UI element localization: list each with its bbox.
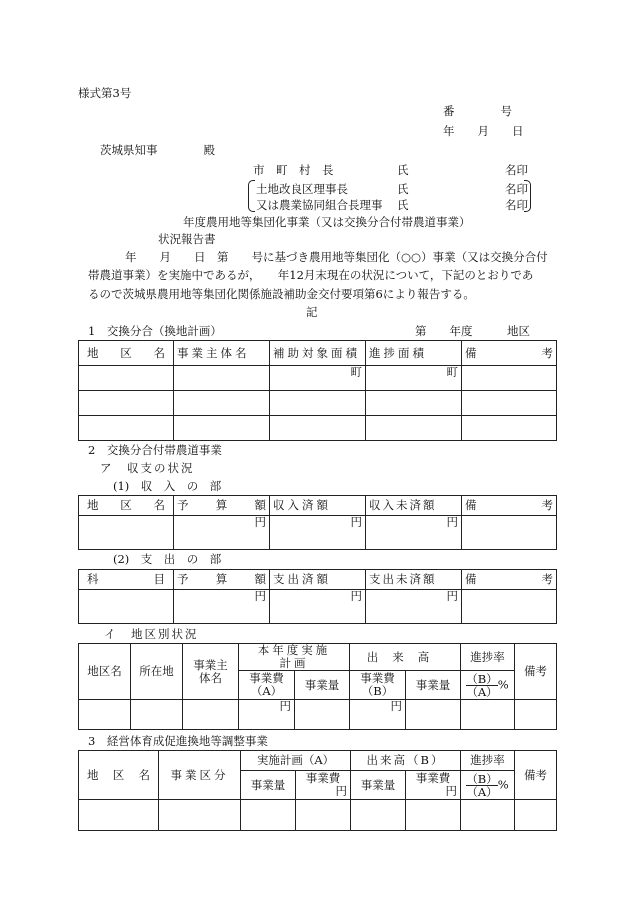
exchange-table [78,340,557,441]
header-cell: 事業量 [295,671,350,700]
cell [515,800,557,831]
cost-label: 事業費 [415,771,451,785]
cell [461,700,515,730]
cell [296,800,351,831]
table-row [79,416,557,441]
addressee: 茨城県知事 殿 [100,143,215,157]
header-cell: 備 考 [462,570,557,590]
cost-label: 事業費 [305,771,341,785]
cell [270,416,366,441]
expense-table [78,569,557,624]
header-cell: 所在地 [131,644,183,700]
cell [406,800,461,831]
ratio-denominator: （A） [466,784,498,799]
unit-yen: 円 [239,700,295,730]
table-row [79,700,557,730]
progress-ratio [461,771,515,800]
sender-name-mark: 氏 [397,182,409,196]
ratio-numerator: （B） [466,771,498,786]
unit-cho: 町 [366,366,462,391]
header-cell: 補助対象面積 [270,341,366,366]
cell [131,700,183,730]
header-cell: 予 算 額 [174,496,270,516]
unit-yen: 円 [335,784,347,798]
sender-title-land-improvement: 土地改良区理事長 [256,182,348,196]
cell [79,416,174,441]
sender-name-mark: 氏 [397,163,409,177]
header-cell: 本年度実施計画 [239,644,350,671]
sender-title-coop: 又は農業協同組合長理事 [256,198,383,212]
section1-heading: 1 交換分合（換地計画） [88,324,222,338]
header-cell: 地 区 名 [79,751,159,800]
header-cell: 備 考 [462,341,557,366]
unit-yen: 円 [270,590,366,624]
header-cell: 出来高（B） [351,751,461,771]
header-cell: 支出済額 [270,570,366,590]
header-cell: 出来高 [350,644,461,671]
table-row [79,516,557,550]
table-header-row [79,341,557,366]
header-cell: 事業区分 [159,751,241,800]
cell [461,800,515,831]
unit-cho: 町 [270,366,366,391]
left-brace [248,180,255,212]
table-header-row [79,570,557,590]
cell [462,366,557,391]
cell [174,416,270,441]
body-line: 年 月 日 第 号に基づき農用地等集団化（○○）事業（又は交換分合付 [125,250,548,264]
document-subtitle: 状況報告書 [158,232,216,246]
header-cell: 事業量 [406,671,461,700]
section2-sub-i: イ 地区別状況 [104,627,199,641]
unit-yen: 円 [174,516,270,550]
section2-heading: 2 交換分合付帯農道事業 [88,443,222,457]
cell [406,700,461,730]
header-cell [296,771,351,800]
document-number-label: 番 号 [443,104,512,118]
cell [183,700,239,730]
cell [462,416,557,441]
header-cell: 予 算 額 [174,570,270,590]
sender-name-mark: 氏 [397,198,409,212]
cell [174,391,270,416]
header-cell: 収入済額 [270,496,366,516]
expense-heading: (2) 支 出 の 部 [113,552,222,566]
cell [462,590,557,624]
header-cell: 地 区 名 [79,341,174,366]
form-number: 様式第3号 [78,86,132,100]
section2-sub-a: ア 収支の状況 [100,461,195,475]
table-header-row [79,751,557,771]
cell [159,800,241,831]
header-cell: 進捗率 [461,644,515,671]
district-table [78,643,557,730]
header-cell [406,771,461,800]
header-cell: 備考 [515,644,557,700]
cell [79,590,174,624]
cell [515,700,557,730]
date-label: 年 月 日 [443,124,524,138]
body-line: るので茨城県農用地等集団化関係施設補助金交付要項第6により報告する。 [88,287,475,301]
cell [366,391,462,416]
unit-yen: 円 [445,784,458,798]
header-cell: 事業量 [351,771,406,800]
header-cell: 事業主体名 [183,644,239,700]
ratio-denominator: （A） [466,684,498,699]
header-cell: 事業主体名 [174,341,270,366]
header-cell: 事業費（A） [239,671,295,700]
cell [241,800,296,831]
cell [79,366,174,391]
ratio-numerator: （B） [466,671,498,686]
progress-ratio [461,671,515,700]
percent-sign: % [497,677,509,691]
cell [270,391,366,416]
unit-yen: 円 [366,590,462,624]
table-row [79,800,557,831]
cell [79,391,174,416]
cell [79,700,131,730]
table-header-row [79,496,557,516]
cell [295,700,350,730]
header-cell: 進捗面積 [366,341,462,366]
header-cell: 備 考 [462,496,557,516]
seal-mark: 名印 [505,182,528,196]
header-cell: 収入未済額 [366,496,462,516]
header-cell: 進捗率 [461,751,515,771]
section1-year-area: 第 年度 地区 [415,324,530,338]
unit-yen: 円 [174,590,270,624]
unit-yen: 円 [270,516,366,550]
cell [79,800,159,831]
cell [79,516,174,550]
table-row [79,366,557,391]
header-cell: 実施計画（A） [241,751,351,771]
table-header-row [79,644,557,671]
table-row [79,590,557,624]
cell [462,516,557,550]
document-title: 年度農用地等集団化事業（又は交換分合付帯農道事業） [183,215,471,229]
adjustment-table [78,750,557,831]
header-cell: 科 目 [79,570,174,590]
section3-heading: 3 経営体育成促進換地等調整事業 [88,734,268,748]
seal-mark: 名印 [505,198,528,212]
unit-yen: 円 [366,516,462,550]
ki-heading: 記 [306,305,318,319]
cell [174,366,270,391]
header-cell: 支出未済額 [366,570,462,590]
header-cell: 地区名 [79,644,131,700]
unit-yen: 円 [350,700,406,730]
income-heading: (1) 収 入 の 部 [113,479,222,493]
header-cell: 地 区 名 [79,496,174,516]
cell [462,391,557,416]
header-cell: 事業費（B） [350,671,406,700]
income-table [78,495,557,550]
sender-title-mayor: 市 町 村 長 [253,163,334,177]
percent-sign: % [497,777,509,791]
cell [351,800,406,831]
table-row [79,391,557,416]
body-line: 帯農道事業）を実施中であるが， 年12月末現在の状況について，下記のとおりであ [88,268,534,282]
header-cell: 事業量 [241,771,296,800]
cell [366,416,462,441]
header-cell: 備考 [515,751,557,800]
seal-mark: 名印 [505,163,528,177]
